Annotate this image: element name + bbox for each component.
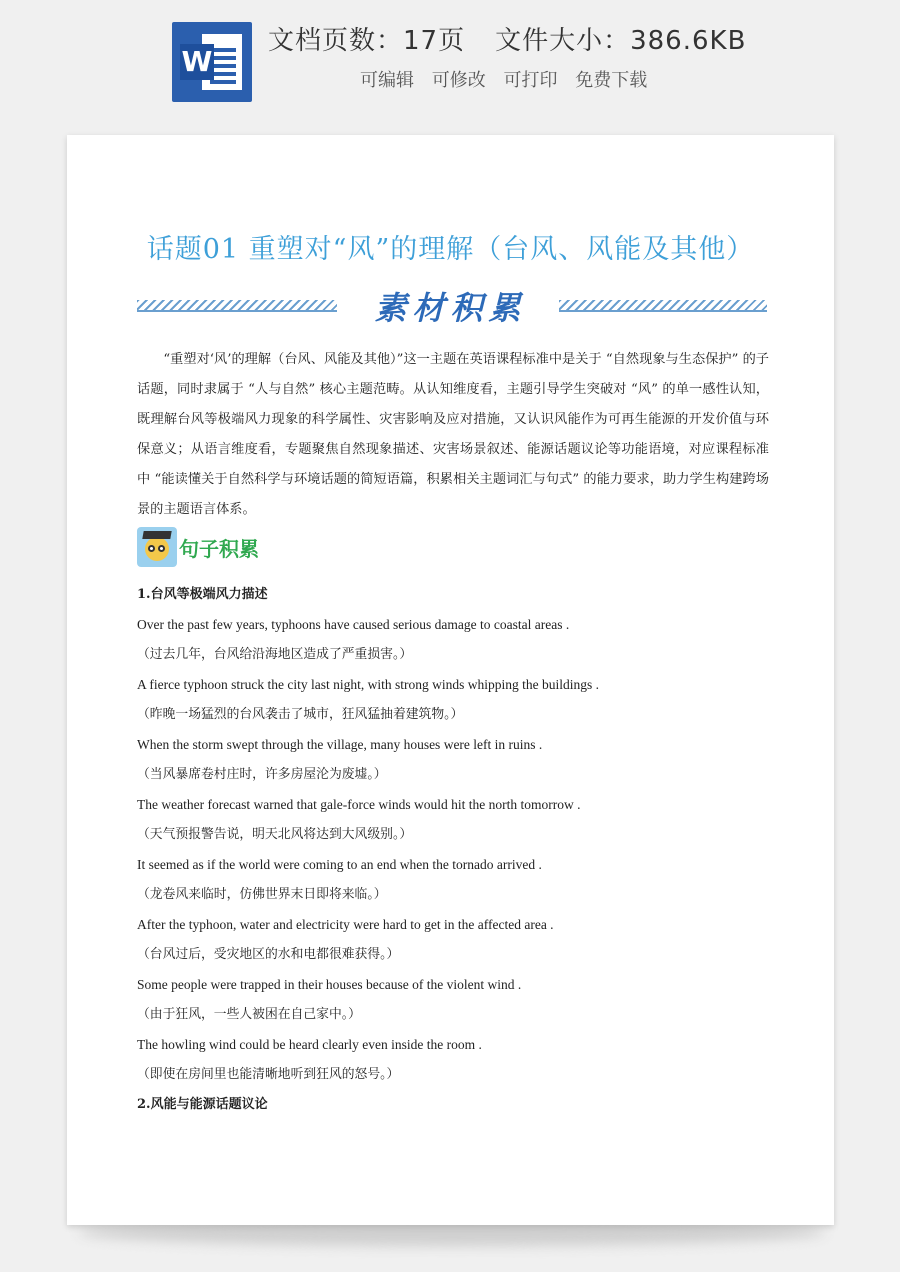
intro-paragraph: “重塑对‘风’的理解（台风、风能及其他）”这一主题在英语课程标准中是关于 “自然现象与生态保护” 的子话题，同时隶属于 “人与自然” 核心主题范畴。从认知维度看，主题引导学生突破对 “风” 的单一感性认知，既理解台风等极端风力现象的科学属性、灾害影响及应对措施，又认识风能作为可再生能源的开发价值与环保意义；从语言维度看，专题聚焦自然现象描述、灾害场景叙述、能源话题议论等功能语境，对应课程标准中 “能读懂关于自然科学与环境话题的简短语篇，积累相关主题词汇与句式” 的能力要求，助力学生构建跨场景的主题语言体系。 bbox=[137, 352, 769, 517]
sentence-cn: （过去几年，台风给沿海地区造成了严重损害。） bbox=[137, 647, 413, 662]
document-page bbox=[67, 135, 834, 1225]
document-title: 话题01 重塑对“风”的理解（台风、风能及其他） bbox=[146, 234, 755, 265]
sentence-en: After the typhoon, water and electricity were hard to get in the affected area . bbox=[137, 917, 554, 932]
feature-editable: 可编辑 bbox=[360, 70, 414, 91]
feature-modifiable: 可修改 bbox=[431, 70, 486, 91]
sentence-cn: （当风暴席卷村庄时，许多房屋沦为废墟。） bbox=[137, 767, 387, 782]
file-size: 文件大小：386.6KB bbox=[495, 26, 747, 56]
sentence-cn: （昨晚一场猛烈的台风袭击了城市，狂风猛抽着建筑物。） bbox=[137, 707, 464, 722]
feature-printable: 可打印 bbox=[503, 70, 558, 91]
sentence-en: A fierce typhoon struck the city last night, with strong winds whipping the buildings . bbox=[137, 677, 599, 692]
topic-heading: 2.风能与能源话题议论 bbox=[137, 1097, 268, 1112]
page-count: 文档页数：17页 bbox=[268, 26, 466, 56]
word-document-icon: W bbox=[172, 22, 252, 102]
file-info bbox=[268, 20, 746, 57]
sentence-en: Over the past few years, typhoons have caused serious damage to coastal areas . bbox=[137, 617, 570, 632]
sentence-cn: （天气预报警告说，明天北风将达到大风级别。） bbox=[137, 827, 413, 842]
sentence-cn: （即使在房间里也能清晰地听到狂风的怒号。） bbox=[137, 1067, 400, 1082]
sentence-en: The weather forecast warned that gale-force winds would hit the north tomorrow . bbox=[137, 797, 581, 812]
sentence-en: The howling wind could be heard clearly even inside the room . bbox=[137, 1037, 482, 1052]
sentence-cn: （龙卷风来临时，仿佛世界末日即将来临。） bbox=[137, 887, 387, 902]
mascot-icon bbox=[137, 527, 177, 567]
sentence-en: It seemed as if the world were coming to an end when the tornado arrived . bbox=[137, 857, 542, 872]
topic-heading: 1.台风等极端风力描述 bbox=[137, 587, 268, 602]
subsection-label: 句子积累 bbox=[179, 536, 259, 561]
subsection-heading bbox=[137, 527, 259, 567]
download-banner bbox=[0, 0, 900, 130]
feature-free-download: 免费下载 bbox=[575, 70, 648, 91]
sentence-en: Some people were trapped in their houses because of the violent wind . bbox=[137, 977, 522, 992]
sentence-list bbox=[137, 580, 777, 1120]
sentence-cn: （台风过后，受灾地区的水和电都很难获得。） bbox=[137, 947, 400, 962]
sentence-en: When the storm swept through the village, many houses were left in ruins . bbox=[137, 737, 543, 752]
section-banner: 素材积累 bbox=[374, 289, 527, 327]
sentence-cn: （由于狂风，一些人被困在自己家中。） bbox=[137, 1007, 361, 1022]
feature-list bbox=[360, 66, 659, 92]
